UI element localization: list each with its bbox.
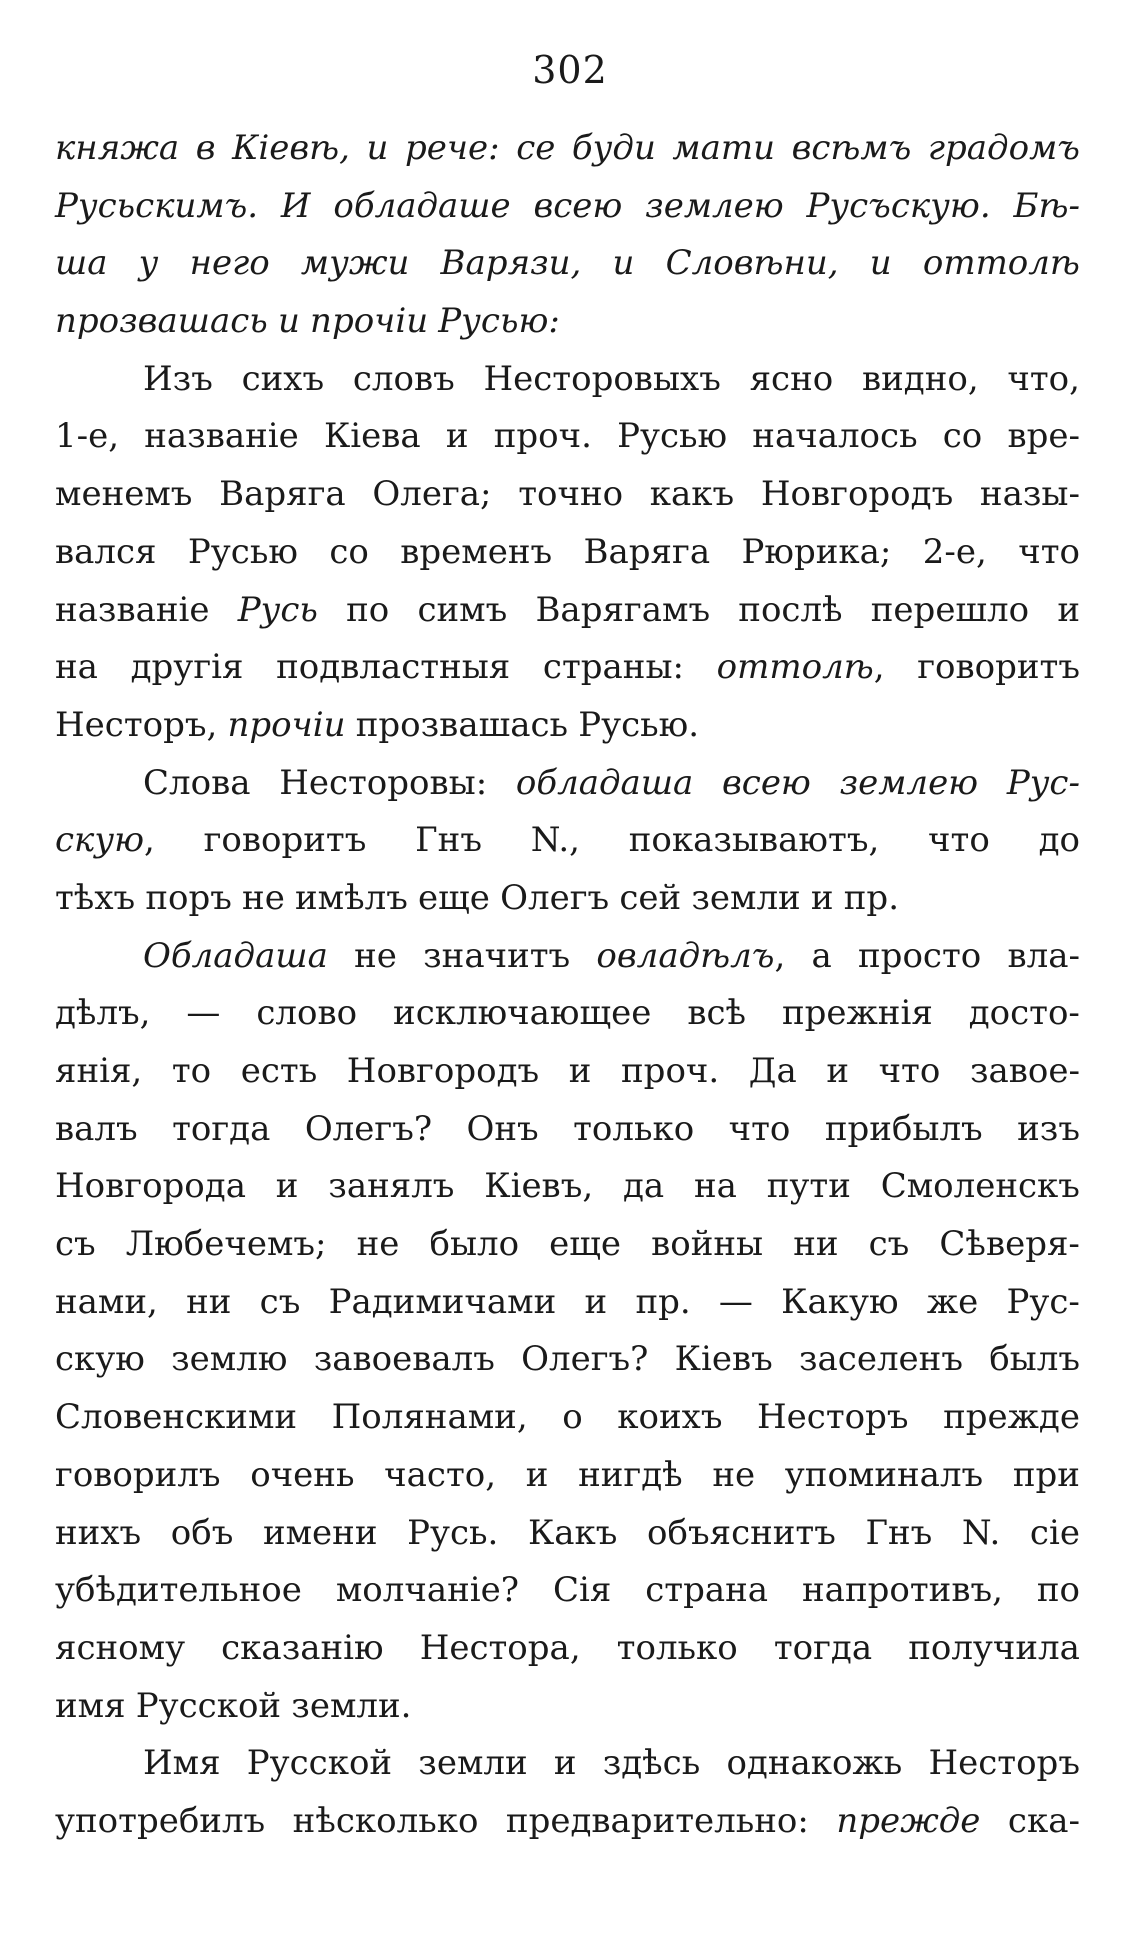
- word: градомъ: [927, 128, 1080, 168]
- word: предварительно:: [505, 1800, 809, 1841]
- text-body: [55, 128, 1080, 1859]
- word: не: [712, 1454, 756, 1495]
- word: на: [693, 1166, 737, 1207]
- word: проч.: [493, 416, 592, 457]
- word: пути: [766, 1166, 851, 1207]
- word: Любечемъ;: [125, 1224, 327, 1265]
- word: и: [445, 416, 469, 457]
- word: началось: [752, 416, 918, 457]
- word: нихъ: [55, 1512, 142, 1553]
- word: другія: [130, 647, 244, 688]
- word: Несторъ: [928, 1743, 1080, 1784]
- text-line: [55, 705, 1080, 763]
- word: N.: [961, 1512, 1001, 1553]
- word: еще: [418, 877, 490, 918]
- word: былъ: [989, 1339, 1080, 1380]
- word: говорилъ: [55, 1454, 221, 1495]
- word: получила: [908, 1627, 1080, 1668]
- word: изъ: [1017, 1108, 1080, 1149]
- word: Варягамъ: [535, 589, 711, 630]
- word: войны: [651, 1224, 764, 1265]
- word: названіе: [144, 416, 299, 457]
- word: названіе: [55, 589, 210, 630]
- word: не: [354, 935, 397, 976]
- word: и: [584, 1281, 608, 1322]
- word: оттолѣ: [922, 243, 1080, 284]
- word: и: [277, 301, 300, 342]
- text-line: [55, 128, 1080, 186]
- text-line: [55, 186, 1080, 244]
- word: вался: [55, 531, 157, 572]
- word: а: [811, 935, 832, 976]
- word: завое-: [969, 1051, 1080, 1091]
- text-line: [55, 1397, 1080, 1455]
- word: съ: [259, 1281, 301, 1322]
- word: Русской: [246, 1743, 393, 1784]
- word: точно: [518, 474, 624, 515]
- word: только: [573, 1108, 695, 1149]
- word: со: [942, 416, 983, 457]
- word: мати: [672, 128, 776, 168]
- word: Русью:: [438, 301, 560, 342]
- word: вре-: [1007, 416, 1080, 457]
- word: 1-е,: [55, 416, 120, 457]
- word: перешло: [870, 589, 1030, 630]
- word: симъ: [417, 589, 508, 630]
- word: Сѣверя-: [939, 1224, 1080, 1265]
- word: Олегъ?: [521, 1339, 649, 1380]
- word: и: [568, 1051, 592, 1091]
- word: Кіевъ: [674, 1339, 773, 1380]
- word: Имя: [143, 1743, 221, 1784]
- word: тѣхъ: [55, 877, 136, 918]
- word: менемъ: [55, 474, 193, 515]
- word: не: [242, 877, 285, 918]
- word: и: [826, 1051, 849, 1091]
- word: да: [622, 1166, 665, 1207]
- word: обладаша: [515, 762, 694, 803]
- word: мужи: [300, 243, 410, 284]
- word: завоевалъ: [313, 1339, 495, 1380]
- word: же: [926, 1281, 979, 1322]
- word: Нестора,: [419, 1627, 581, 1668]
- word: прозвашась: [355, 704, 569, 745]
- word: Сія: [552, 1570, 612, 1611]
- word: Несторовы:: [279, 762, 488, 803]
- word: нѣсколько: [292, 1800, 479, 1841]
- word: валъ: [55, 1108, 138, 1149]
- word: Русь.: [407, 1512, 499, 1553]
- word: Слова: [143, 762, 251, 803]
- word: Русъскую.: [806, 185, 991, 226]
- word: исключающее: [393, 993, 652, 1034]
- word: земли: [691, 877, 801, 918]
- word: Гнъ: [415, 820, 482, 861]
- word: Кіевѣ,: [232, 128, 350, 168]
- word: объ: [170, 1512, 234, 1553]
- word: нами,: [55, 1281, 158, 1322]
- word: было: [429, 1224, 520, 1265]
- text-line: [55, 301, 1080, 359]
- word: часто,: [384, 1454, 497, 1495]
- word: ша: [55, 243, 108, 284]
- word: не: [356, 1224, 400, 1265]
- text-line: [55, 532, 1080, 590]
- word: земли.: [291, 1685, 412, 1726]
- text-line: [55, 1801, 1080, 1859]
- word: Варяга: [583, 531, 711, 572]
- word: прозвашась: [55, 301, 268, 342]
- word: говоритъ: [917, 647, 1080, 688]
- word: Русской: [135, 1685, 282, 1726]
- word: земли: [418, 1743, 528, 1784]
- text-line: [55, 1513, 1080, 1571]
- word: что: [928, 820, 990, 861]
- word: нигдѣ: [578, 1454, 683, 1495]
- word: и: [869, 243, 892, 284]
- text-line: [55, 1570, 1080, 1628]
- word: просто: [858, 935, 982, 976]
- word: всею: [721, 762, 811, 803]
- word: говоритъ: [203, 820, 367, 861]
- word: слово: [256, 993, 358, 1034]
- word: И: [280, 185, 311, 226]
- text-line: [55, 936, 1080, 994]
- word: сказанію: [221, 1627, 384, 1668]
- word: в: [195, 128, 216, 168]
- word: Несторовыхъ: [483, 358, 721, 399]
- word: объяснитъ: [647, 1512, 836, 1553]
- word: землю: [171, 1339, 288, 1380]
- word: Полянами,: [331, 1397, 528, 1438]
- word: Кіевъ,: [484, 1166, 594, 1207]
- word: показываютъ,: [628, 820, 880, 861]
- word: Гнъ: [865, 1512, 933, 1553]
- word: досто-: [968, 993, 1080, 1034]
- word: Кіева: [323, 416, 421, 457]
- word: янія,: [55, 1051, 143, 1091]
- word: Варяга: [219, 474, 346, 515]
- word: подвластныя: [276, 647, 511, 688]
- word: съ: [55, 1224, 96, 1265]
- word: пр.: [635, 1281, 691, 1322]
- word: словъ: [352, 358, 455, 399]
- word: Обладаша: [143, 935, 328, 976]
- text-line: [55, 1339, 1080, 1397]
- word: напротивъ,: [802, 1570, 1003, 1611]
- text-line: [55, 1455, 1080, 1513]
- word: Несторъ,: [55, 704, 218, 745]
- text-line: [55, 1628, 1080, 1686]
- word: прибылъ: [824, 1108, 983, 1149]
- word: упоминалъ: [784, 1454, 984, 1495]
- word: Какъ: [527, 1512, 618, 1553]
- word: тогда: [773, 1627, 873, 1668]
- word: Русь: [237, 589, 318, 630]
- word: что: [878, 1051, 941, 1091]
- word: Русью: [187, 531, 298, 572]
- word: страны:: [542, 647, 684, 688]
- word: съ: [868, 1224, 910, 1265]
- word: и: [1057, 589, 1080, 630]
- word: и: [810, 877, 834, 918]
- word: —: [718, 1281, 753, 1322]
- word: Изъ: [143, 358, 213, 399]
- word: Олега;: [372, 474, 492, 515]
- word: ни: [186, 1281, 232, 1322]
- word: прежде: [836, 1800, 981, 1841]
- word: оттолѣ,: [716, 647, 885, 688]
- word: употребилъ: [55, 1800, 266, 1841]
- word: вла-: [1007, 935, 1080, 976]
- word: по: [1036, 1570, 1080, 1611]
- word: Радимичами: [328, 1281, 557, 1322]
- word: Какую: [781, 1281, 899, 1322]
- word: что: [728, 1108, 791, 1149]
- text-line: [55, 647, 1080, 705]
- word: поръ: [145, 877, 232, 918]
- word: Рус-: [1006, 762, 1080, 803]
- text-line: [55, 590, 1080, 648]
- word: Бѣ-: [1013, 185, 1080, 226]
- word: дѣлъ,: [55, 993, 151, 1034]
- word: всею: [533, 185, 623, 226]
- text-line: [55, 1224, 1080, 1282]
- word: Словенскими: [55, 1397, 298, 1438]
- word: какъ: [649, 474, 735, 515]
- word: сихъ: [241, 358, 325, 399]
- word: Русью.: [578, 704, 700, 745]
- word: что,: [1007, 358, 1080, 399]
- word: Онъ: [466, 1108, 539, 1149]
- word: сей: [619, 877, 682, 918]
- word: пр.: [843, 877, 899, 918]
- word: и: [525, 1454, 549, 1495]
- text-line: [55, 474, 1080, 532]
- text-line: [55, 1051, 1080, 1109]
- word: что: [1018, 531, 1080, 572]
- word: по: [346, 589, 390, 630]
- word: Олегъ: [500, 877, 610, 918]
- word: прочіи: [227, 704, 346, 745]
- word: скую: [55, 1339, 145, 1380]
- word: и: [366, 128, 389, 168]
- word: обладаше: [333, 185, 511, 226]
- word: всѣ: [687, 993, 747, 1034]
- word: видно,: [861, 358, 979, 399]
- word: Новгородъ: [346, 1051, 540, 1091]
- word: овладѣлъ,: [596, 935, 786, 976]
- word: Несторъ: [757, 1397, 909, 1438]
- word: то: [171, 1051, 212, 1091]
- word: сіе: [1029, 1512, 1080, 1553]
- word: на: [55, 647, 98, 688]
- word: о: [562, 1397, 583, 1438]
- word: Новгородъ: [760, 474, 954, 515]
- word: проч.: [621, 1051, 720, 1091]
- word: рече:: [405, 128, 500, 168]
- text-line: [55, 1686, 1080, 1744]
- word: землею: [645, 185, 784, 226]
- word: княжа: [55, 128, 180, 168]
- word: заселенъ: [798, 1339, 963, 1380]
- word: Да: [748, 1051, 797, 1091]
- text-line: [55, 416, 1080, 474]
- word: Рус-: [1006, 1281, 1080, 1322]
- page-number: 302: [532, 48, 608, 92]
- word: землею: [839, 762, 979, 803]
- word: се: [516, 128, 556, 168]
- word: значитъ: [423, 935, 571, 976]
- text-line: [55, 243, 1080, 301]
- word: прежнія: [781, 993, 933, 1034]
- word: тогда: [172, 1108, 271, 1149]
- text-line: [55, 359, 1080, 417]
- word: имѣлъ: [295, 877, 408, 918]
- text-line: [55, 820, 1080, 878]
- word: Олегъ?: [304, 1108, 433, 1149]
- word: буди: [571, 128, 656, 168]
- word: коихъ: [617, 1397, 723, 1438]
- word: есть: [240, 1051, 318, 1091]
- word: имени: [262, 1512, 378, 1553]
- word: прочіи: [310, 301, 429, 342]
- word: убѣдительное: [55, 1570, 302, 1611]
- word: молчаніе?: [335, 1570, 519, 1611]
- word: ска-: [1007, 1800, 1080, 1841]
- text-line: [55, 878, 1080, 936]
- word: —: [186, 993, 221, 1034]
- word: занялъ: [328, 1166, 455, 1207]
- word: Новгорода: [55, 1166, 246, 1207]
- text-line: [55, 1743, 1080, 1801]
- word: имя: [55, 1685, 126, 1726]
- word: здѣсь: [602, 1743, 701, 1784]
- word: скую,: [55, 820, 155, 861]
- word: страна: [645, 1570, 769, 1611]
- word: и: [553, 1743, 577, 1784]
- text-line: [55, 993, 1080, 1051]
- word: со: [329, 531, 369, 572]
- word: Смоленскъ: [880, 1166, 1080, 1207]
- word: всѣмъ: [791, 128, 912, 168]
- word: него: [189, 243, 270, 284]
- word: назы-: [979, 474, 1080, 515]
- text-line: [55, 763, 1080, 821]
- word: N.,: [530, 820, 580, 861]
- word: у: [138, 243, 159, 284]
- word: Русью: [617, 416, 728, 457]
- word: и: [612, 243, 635, 284]
- word: Словѣни,: [665, 243, 839, 284]
- word: Рюрика;: [741, 531, 892, 572]
- text-line: [55, 1282, 1080, 1340]
- word: 2-е,: [922, 531, 987, 572]
- word: только: [616, 1627, 738, 1668]
- text-line: [55, 1166, 1080, 1224]
- word: Русьскимъ.: [55, 185, 259, 226]
- word: до: [1038, 820, 1080, 861]
- word: очень: [250, 1454, 355, 1495]
- word: однакожь: [726, 1743, 903, 1784]
- word: прежде: [943, 1397, 1080, 1438]
- word: ясному: [55, 1627, 186, 1668]
- word: ни: [793, 1224, 839, 1265]
- word: временъ: [400, 531, 553, 572]
- word: еще: [549, 1224, 622, 1265]
- word: Варязи,: [440, 243, 582, 284]
- word: и: [275, 1166, 299, 1207]
- word: послѣ: [738, 589, 843, 630]
- text-line: [55, 1109, 1080, 1167]
- word: при: [1012, 1454, 1080, 1495]
- word: ясно: [749, 358, 834, 399]
